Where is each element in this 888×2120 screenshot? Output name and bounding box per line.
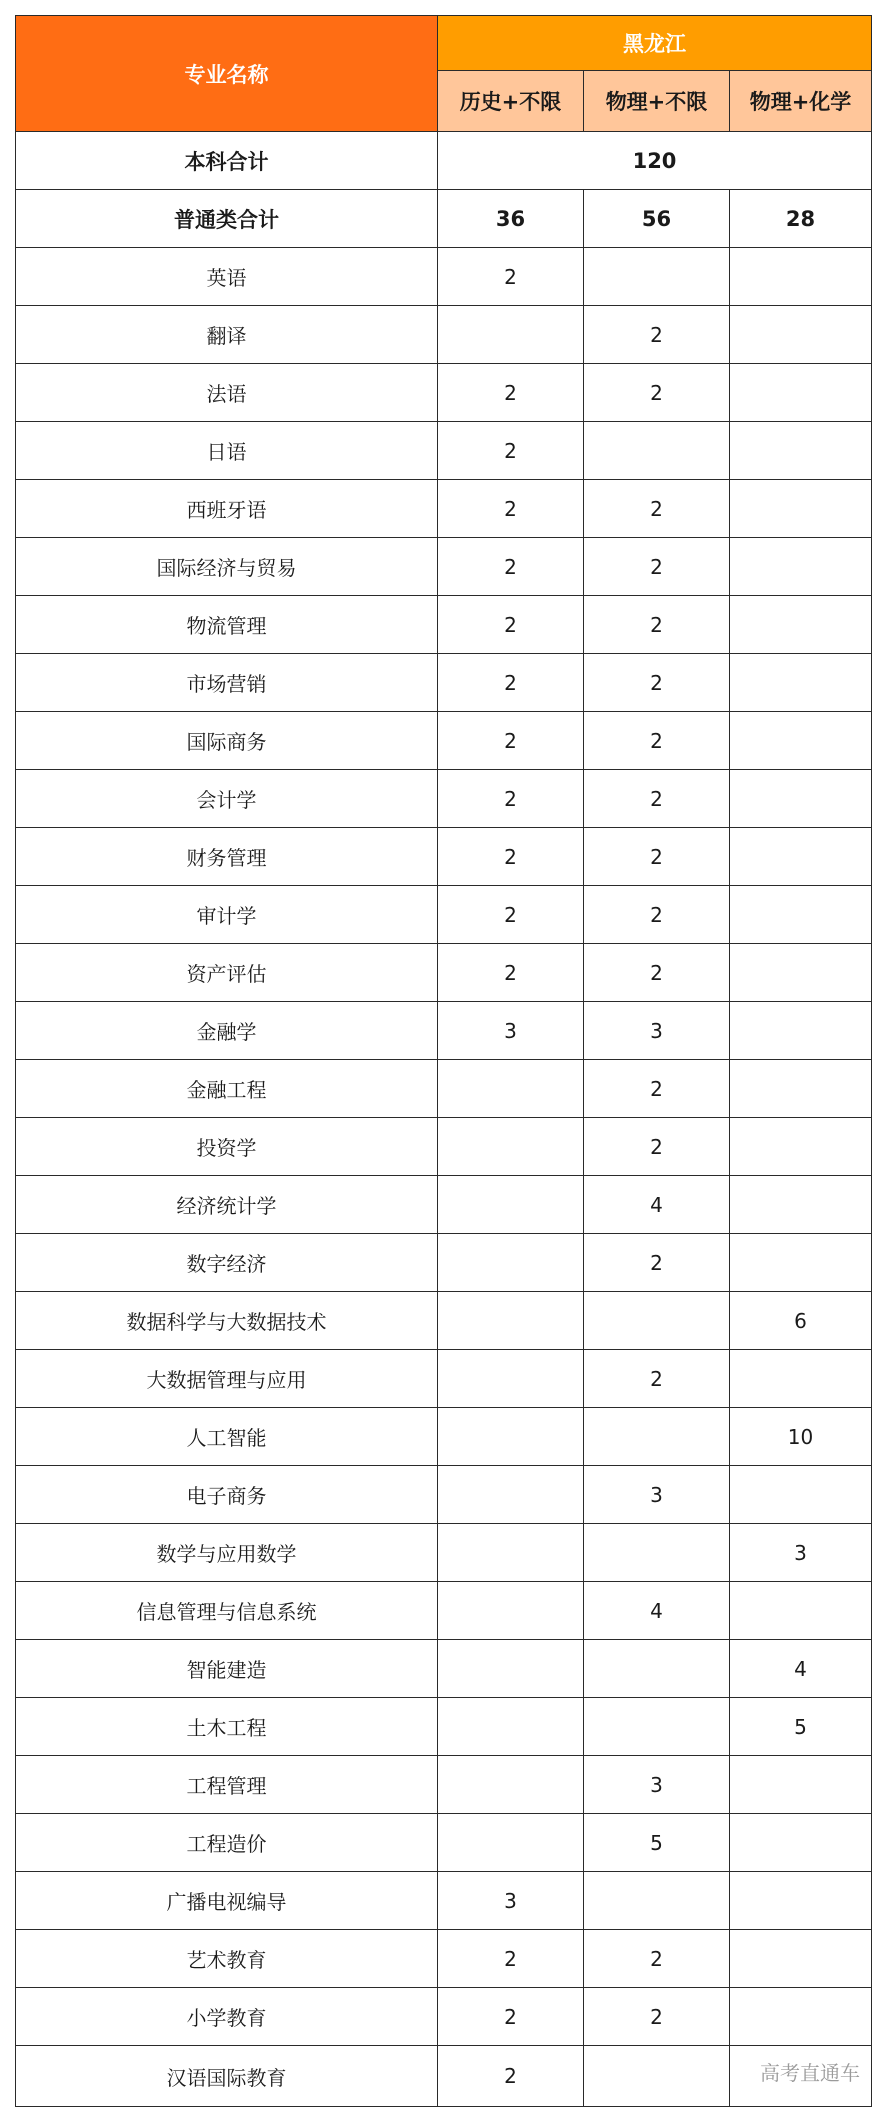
table-row <box>16 1640 872 1698</box>
table-row <box>16 1466 872 1524</box>
physics-quota-cell: 5 <box>584 1814 730 1872</box>
history-quota-cell: 2 <box>438 770 584 828</box>
physics-chem-quota-cell <box>730 1002 872 1060</box>
major-name-cell: 汉语国际教育 <box>16 2046 438 2107</box>
major-name-cell: 小学教育 <box>16 1988 438 2046</box>
physics-chem-quota-cell: 10 <box>730 1408 872 1466</box>
physics-quota-cell: 2 <box>584 1988 730 2046</box>
physics-chem-quota-cell <box>730 654 872 712</box>
physics-chem-quota-cell <box>730 1930 872 1988</box>
physics-chem-quota-cell <box>730 1582 872 1640</box>
physics-quota-cell: 4 <box>584 1176 730 1234</box>
physics-quota-cell <box>584 1524 730 1582</box>
physics-quota-cell <box>584 1640 730 1698</box>
physics-quota-cell: 2 <box>584 1118 730 1176</box>
major-name-cell: 数据科学与大数据技术 <box>16 1292 438 1350</box>
major-name-cell: 金融学 <box>16 1002 438 1060</box>
physics-quota-cell: 2 <box>584 886 730 944</box>
physics-quota-cell: 2 <box>584 1930 730 1988</box>
major-name-cell: 大数据管理与应用 <box>16 1350 438 1408</box>
major-name-cell: 土木工程 <box>16 1698 438 1756</box>
watermark: 高考直通车 <box>760 2061 860 2085</box>
major-name-cell: 投资学 <box>16 1118 438 1176</box>
major-name-cell: 电子商务 <box>16 1466 438 1524</box>
history-quota-cell: 2 <box>438 248 584 306</box>
table-row <box>16 1350 872 1408</box>
physics-quota-cell: 3 <box>584 1756 730 1814</box>
general-total-physics: 56 <box>584 190 730 248</box>
history-quota-cell: 2 <box>438 1930 584 1988</box>
history-quota-cell: 2 <box>438 2046 584 2107</box>
physics-chem-quota-cell <box>730 886 872 944</box>
history-quota-cell <box>438 1408 584 1466</box>
physics-chem-quota-cell <box>730 1060 872 1118</box>
physics-quota-cell <box>584 1292 730 1350</box>
physics-chem-quota-cell <box>730 1872 872 1930</box>
physics-chem-quota-cell <box>730 1350 872 1408</box>
physics-chem-quota-cell <box>730 1118 872 1176</box>
major-name-cell: 经济统计学 <box>16 1176 438 1234</box>
major-name-cell: 西班牙语 <box>16 480 438 538</box>
physics-chem-quota-cell: 6 <box>730 1292 872 1350</box>
physics-chem-quota-cell <box>730 1176 872 1234</box>
table-row <box>16 1582 872 1640</box>
table-row <box>16 1524 872 1582</box>
physics-chem-quota-cell <box>730 828 872 886</box>
history-quota-cell <box>438 1350 584 1408</box>
physics-chem-quota-cell: 4 <box>730 1640 872 1698</box>
major-name-cell: 智能建造 <box>16 1640 438 1698</box>
physics-chem-quota-cell <box>730 1234 872 1292</box>
history-quota-cell <box>438 1176 584 1234</box>
table-row <box>16 1234 872 1292</box>
physics-quota-cell: 3 <box>584 1466 730 1524</box>
table-row <box>16 828 872 886</box>
table-row <box>16 2046 872 2107</box>
physics-quota-cell <box>584 1698 730 1756</box>
major-name-header: 专业名称 <box>16 16 438 132</box>
major-name-cell: 人工智能 <box>16 1408 438 1466</box>
major-name-cell: 国际经济与贸易 <box>16 538 438 596</box>
physics-chem-quota-cell <box>730 248 872 306</box>
history-quota-cell <box>438 1524 584 1582</box>
physics-chem-quota-cell <box>730 944 872 1002</box>
physics-quota-cell: 2 <box>584 480 730 538</box>
major-name-cell: 审计学 <box>16 886 438 944</box>
general-total-history: 36 <box>438 190 584 248</box>
table-row <box>16 538 872 596</box>
history-quota-cell: 2 <box>438 944 584 1002</box>
physics-quota-cell <box>584 2046 730 2107</box>
physics-chem-quota-cell <box>730 1756 872 1814</box>
physics-chem-quota-cell <box>730 364 872 422</box>
major-name-cell: 日语 <box>16 422 438 480</box>
major-name-cell: 工程管理 <box>16 1756 438 1814</box>
physics-chem-quota-cell <box>730 1466 872 1524</box>
physics-quota-cell: 2 <box>584 364 730 422</box>
physics-quota-cell: 2 <box>584 306 730 364</box>
physics-quota-cell <box>584 1408 730 1466</box>
history-quota-cell <box>438 1640 584 1698</box>
history-quota-cell: 2 <box>438 828 584 886</box>
major-name-cell: 财务管理 <box>16 828 438 886</box>
table-row <box>16 1408 872 1466</box>
physics-quota-cell: 2 <box>584 828 730 886</box>
general-total-label: 普通类合计 <box>16 190 438 248</box>
major-name-cell: 物流管理 <box>16 596 438 654</box>
physics-quota-cell: 2 <box>584 712 730 770</box>
history-quota-cell: 3 <box>438 1002 584 1060</box>
major-name-cell: 会计学 <box>16 770 438 828</box>
undergrad-total-row <box>16 132 872 190</box>
major-name-cell: 资产评估 <box>16 944 438 1002</box>
history-quota-cell: 2 <box>438 538 584 596</box>
physics-quota-cell: 2 <box>584 538 730 596</box>
major-name-cell: 信息管理与信息系统 <box>16 1582 438 1640</box>
physics-quota-cell: 2 <box>584 1234 730 1292</box>
history-quota-cell <box>438 1814 584 1872</box>
history-quota-cell: 2 <box>438 596 584 654</box>
table-row <box>16 1060 872 1118</box>
subject-group-physics-chem-header: 物理+化学 <box>730 71 872 132</box>
physics-chem-quota-cell <box>730 480 872 538</box>
undergrad-total-label: 本科合计 <box>16 132 438 190</box>
table-row <box>16 712 872 770</box>
physics-chem-quota-cell <box>730 306 872 364</box>
physics-quota-cell: 3 <box>584 1002 730 1060</box>
table-row <box>16 1756 872 1814</box>
table-row <box>16 1814 872 1872</box>
subject-group-history-header: 历史+不限 <box>438 71 584 132</box>
table-row <box>16 1698 872 1756</box>
history-quota-cell: 2 <box>438 1988 584 2046</box>
table-row <box>16 770 872 828</box>
physics-chem-quota-cell <box>730 1988 872 2046</box>
major-name-cell: 英语 <box>16 248 438 306</box>
table-row <box>16 480 872 538</box>
history-quota-cell: 2 <box>438 654 584 712</box>
history-quota-cell <box>438 1582 584 1640</box>
physics-quota-cell: 2 <box>584 654 730 712</box>
table-row <box>16 596 872 654</box>
history-quota-cell <box>438 1234 584 1292</box>
table-row <box>16 1930 872 1988</box>
province-header: 黑龙江 <box>438 16 872 71</box>
table-row <box>16 1988 872 2046</box>
table-row <box>16 1176 872 1234</box>
table-row <box>16 422 872 480</box>
history-quota-cell <box>438 1698 584 1756</box>
table-row <box>16 248 872 306</box>
major-name-cell: 工程造价 <box>16 1814 438 1872</box>
major-name-cell: 艺术教育 <box>16 1930 438 1988</box>
major-name-cell: 金融工程 <box>16 1060 438 1118</box>
history-quota-cell: 2 <box>438 422 584 480</box>
history-quota-cell: 3 <box>438 1872 584 1930</box>
general-total-physics-chem: 28 <box>730 190 872 248</box>
major-name-cell: 市场营销 <box>16 654 438 712</box>
enrollment-plan-table <box>15 15 872 2107</box>
table-row <box>16 886 872 944</box>
physics-quota-cell <box>584 422 730 480</box>
history-quota-cell: 2 <box>438 364 584 422</box>
history-quota-cell <box>438 1756 584 1814</box>
physics-chem-quota-cell <box>730 770 872 828</box>
history-quota-cell: 2 <box>438 886 584 944</box>
major-name-cell: 数学与应用数学 <box>16 1524 438 1582</box>
major-name-cell: 数字经济 <box>16 1234 438 1292</box>
table-body <box>16 132 872 2107</box>
physics-quota-cell: 2 <box>584 596 730 654</box>
physics-chem-quota-cell <box>730 1814 872 1872</box>
physics-quota-cell: 2 <box>584 770 730 828</box>
history-quota-cell <box>438 1466 584 1524</box>
history-quota-cell <box>438 1060 584 1118</box>
physics-chem-quota-cell: 5 <box>730 1698 872 1756</box>
table-row <box>16 1292 872 1350</box>
general-total-row <box>16 190 872 248</box>
history-quota-cell: 2 <box>438 712 584 770</box>
physics-quota-cell <box>584 248 730 306</box>
history-quota-cell <box>438 1292 584 1350</box>
physics-chem-quota-cell <box>730 596 872 654</box>
physics-quota-cell: 2 <box>584 944 730 1002</box>
physics-quota-cell: 2 <box>584 1350 730 1408</box>
table-row <box>16 1872 872 1930</box>
physics-chem-quota-cell: 3 <box>730 1524 872 1582</box>
history-quota-cell <box>438 1118 584 1176</box>
physics-chem-quota-cell <box>730 422 872 480</box>
physics-chem-quota-cell <box>730 712 872 770</box>
major-name-cell: 广播电视编导 <box>16 1872 438 1930</box>
history-quota-cell <box>438 306 584 364</box>
table-row <box>16 654 872 712</box>
table-row <box>16 306 872 364</box>
physics-chem-quota-cell <box>730 538 872 596</box>
undergrad-total-value: 120 <box>438 132 872 190</box>
major-name-cell: 法语 <box>16 364 438 422</box>
table-row <box>16 1118 872 1176</box>
table-row <box>16 944 872 1002</box>
table-row <box>16 1002 872 1060</box>
major-name-cell: 国际商务 <box>16 712 438 770</box>
table-row <box>16 364 872 422</box>
physics-quota-cell: 4 <box>584 1582 730 1640</box>
history-quota-cell: 2 <box>438 480 584 538</box>
major-name-cell: 翻译 <box>16 306 438 364</box>
physics-quota-cell <box>584 1872 730 1930</box>
subject-group-physics-header: 物理+不限 <box>584 71 730 132</box>
physics-quota-cell: 2 <box>584 1060 730 1118</box>
